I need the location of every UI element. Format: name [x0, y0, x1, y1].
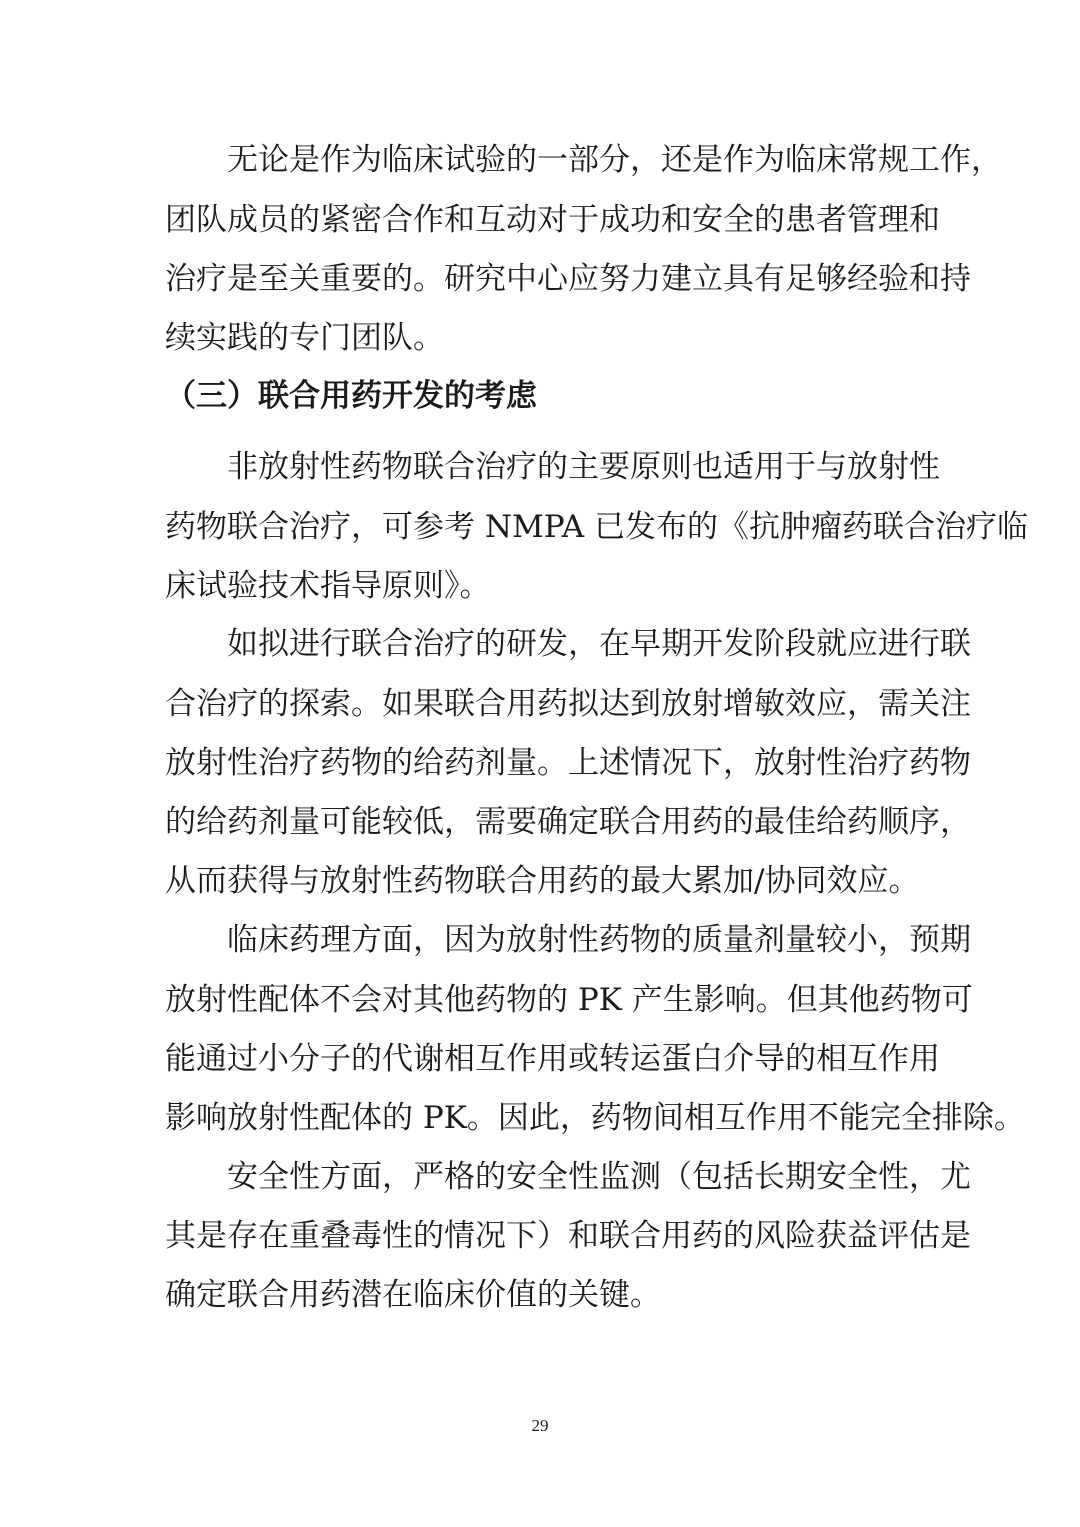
paragraph-1-line-3: 治疗是至关重要的。研究中心应努力建立具有足够经验和持	[165, 261, 971, 297]
paragraph-4-line-4: 影响放射性配体的 PK。因此，药物间相互作用不能完全排除。	[165, 1100, 1025, 1136]
paragraph-1-line-2: 团队成员的紧密合作和互动对于成功和安全的患者管理和	[165, 202, 940, 238]
paragraph-1-line-1: 无论是作为临床试验的一部分，还是作为临床常规工作，	[227, 142, 1002, 178]
paragraph-3-line-5: 从而获得与放射性药物联合用药的最大累加/协同效应。	[165, 863, 920, 899]
paragraph-1-line-4: 续实践的专门团队。	[165, 320, 444, 356]
paragraph-3-line-1: 如拟进行联合治疗的研发，在早期开发阶段就应进行联	[227, 626, 971, 662]
paragraph-2-line-1: 非放射性药物联合治疗的主要原则也适用于与放射性	[227, 449, 940, 485]
section-heading: （三）联合用药开发的考虑	[165, 378, 537, 414]
paragraph-3-line-2: 合治疗的探索。如果联合用药拟达到放射增敏效应，需关注	[165, 686, 971, 722]
paragraph-4-line-1: 临床药理方面，因为放射性药物的质量剂量较小，预期	[227, 922, 971, 958]
paragraph-5-line-2: 其是存在重叠毒性的情况下）和联合用药的风险获益评估是	[165, 1218, 971, 1254]
paragraph-3-line-3: 放射性治疗药物的给药剂量。上述情况下，放射性治疗药物	[165, 745, 971, 781]
paragraph-2-line-2: 药物联合治疗，可参考 NMPA 已发布的《抗肿瘤药联合治疗临	[165, 509, 1028, 545]
paragraph-4-line-3: 能通过小分子的代谢相互作用或转运蛋白介导的相互作用	[165, 1041, 940, 1077]
paragraph-5-line-3: 确定联合用药潜在临床价值的关键。	[165, 1277, 661, 1313]
paragraph-3-line-4: 的给药剂量可能较低，需要确定联合用药的最佳给药顺序，	[165, 804, 971, 840]
paragraph-4-line-2: 放射性配体不会对其他药物的 PK 产生影响。但其他药物可	[165, 982, 973, 1018]
page-number: 29	[531, 1416, 549, 1435]
paragraph-5-line-1: 安全性方面，严格的安全性监测（包括长期安全性，尤	[227, 1159, 971, 1195]
paragraph-2-line-3: 床试验技术指导原则》。	[165, 568, 491, 604]
